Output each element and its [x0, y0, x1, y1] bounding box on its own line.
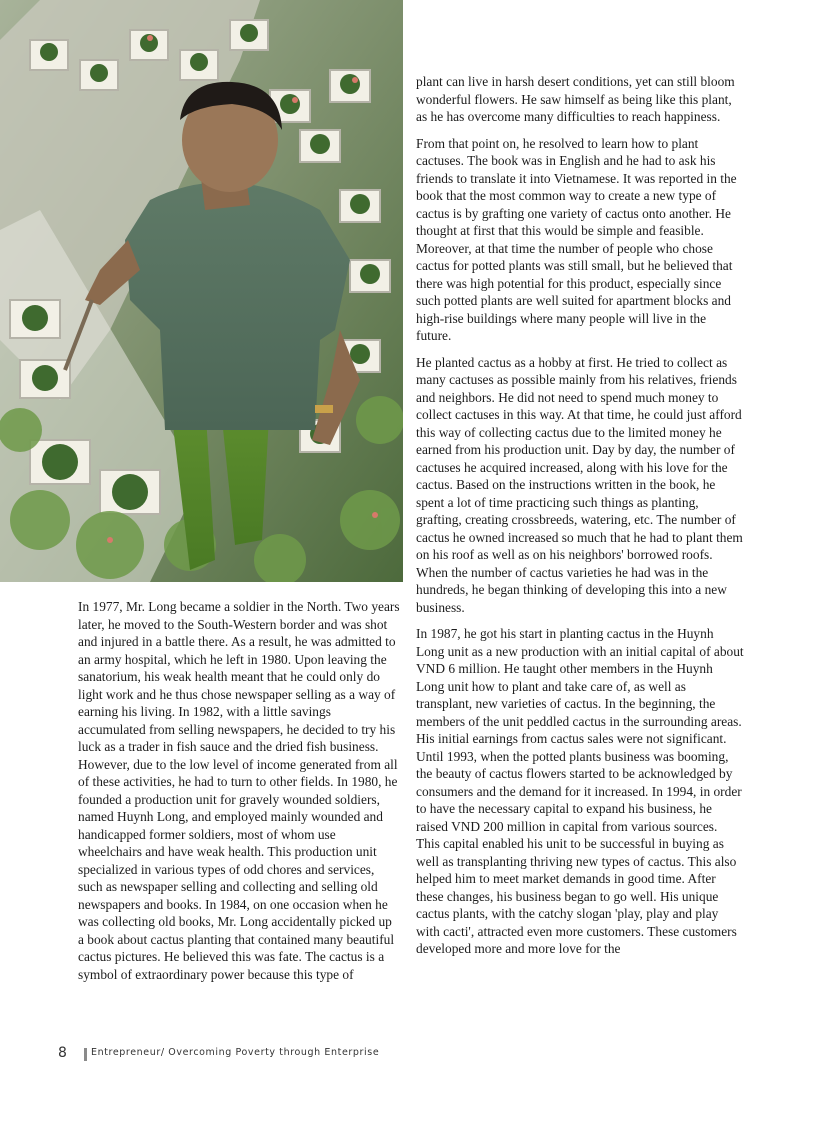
paragraph: plant can live in harsh desert conditions, yet can still bloom wonderful flowers. He saw himself as being like this plant, as he has overcome many difficulties to reach happiness. [416, 74, 735, 124]
paragraph: From that point on, he resolved to learn how to plant cactuses. The book was in English and he had to ask his friends to translate it into Vietnamese. It was reported in the book that the most common way to create a new type of cactus is by grafting one variety of cactus onto another. He thought at first that this would be simple and feasible. Moreover, at that time the number of people who chose cactus for potted plants was still small, but he believed that there was high potential for this product, especially since such potted plants are well suited for apartment blocks and high-rise buildings where many people will live in the future. [416, 135, 737, 343]
paragraph: In 1987, he got his start in planting cactus in the Huynh Long unit as a new production with an initial capital of about VND 6 million. He taught other members in the Huynh Long unit how to plant and take care of, as well as transplant, new varieties of cactus. In the beginning, the members of the unit peddled cactus in the surrounding areas. His initial earnings from cactus sales were not significant. Until 1993, when the potted plants business was booming, the beauty of cactus flowers started to be acknowledged by consumers and the demand for it increased. In 1994, in order to have the necessary capital to expand his business, he raised VND 200 million in capital from various sources. This capital enabled his unit to be successful in buying as well as transplanting thriving new types of cactus. This also helped him to meet market demands in good time. After these changes, his business began to go well. His unique cactus plants, with the catchy slogan 'play, play and play with cacti', attracted even more customers. These customers developed more and more love for the [416, 626, 744, 956]
paragraph: He planted cactus as a hobby at first. He tried to collect as many cactuses as possible mainly from his relatives, friends and neighbors. He did not need to spend much money to collect cactuses in this way. At that time, he could just afford this way of collecting cactus due to the limited money he earned from his production unit. Day by day, the number of cactuses he acquired increased, along with his love for the cactus. Based on the instructions written in the book, he spent a lot of time practicing such things as planting, grafting, creating crossbreeds, watering, etc. The number of cactus he owned increased so much that he had to plant them on his roof as well as on his neighbors' borrowed roofs. When the number of cactus varieties he had was in the hundreds, he began thinking of developing this into a new business. [416, 354, 743, 615]
paragraph: In 1977, Mr. Long became a soldier in the North. Two years later, he moved to the South-Western border and was shot and injured in a battle there. As a result, he was admitted to an army hospital, which he left in 1980. Upon leaving the sanatorium, his weak health meant that he could only do light work and he thus chose newspaper selling as a way of earning his living. In 1982, with a little savings accumulated from selling newspapers, he decided to try his luck as a trader in fish sauce and the dried fish business. However, due to the low level of income generated from all of these activities, he had to turn to other fields. In 1980, he founded a production unit for gravely wounded soldiers, named Huynh Long, and employed mainly wounded and handicapped former soldiers, most of whom use wheelchairs and have weak health. This production unit specialized in various types of odd chores and services, such as newspaper selling and collecting and selling old newspapers and books. In 1984, on one occasion when he was collecting old books, Mr. Long accidentally picked up a book about cactus planting that contained many beautiful cactus pictures. He believed this was fate. The cactus is a symbol of extraordinary power because this type of [78, 599, 400, 982]
right-text-column [416, 73, 744, 967]
left-text-column [78, 598, 400, 992]
footer-divider [84, 1048, 87, 1061]
photo-man-with-cactus-pots [0, 0, 403, 582]
running-title: Entrepreneur/ Overcoming Poverty through Enterprise [91, 1047, 380, 1058]
page-number: 8 [58, 1045, 67, 1061]
photo-illustration [0, 0, 403, 582]
